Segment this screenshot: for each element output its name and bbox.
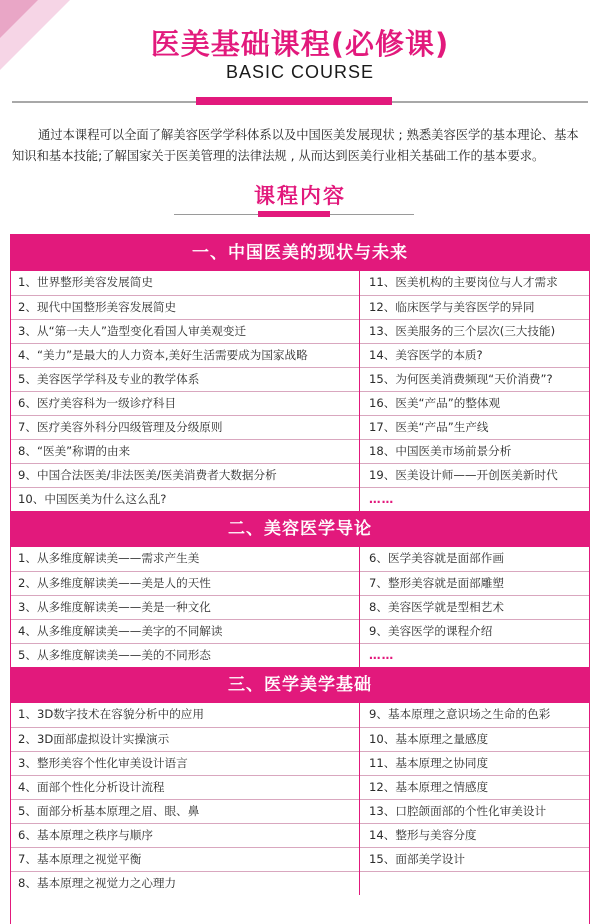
section-header-3: 三、医学美学基础 [11, 667, 589, 703]
course-item-left: 5、面部分析基本原理之眉、眼、鼻 [18, 804, 200, 818]
title-divider-accent [196, 97, 392, 105]
course-item-right: 11、医美机构的主要岗位与人才需求 [369, 275, 558, 289]
table-row [11, 775, 589, 799]
course-item-left: 1、从多维度解读美——需求产生美 [18, 551, 200, 565]
course-item-right: 16、医美“产品”的整体观 [369, 396, 501, 410]
page-subtitle: BASIC COURSE [225, 62, 375, 82]
course-item-right: 9、基本原理之意识场之生命的色彩 [369, 707, 551, 721]
course-item-left: 3、从多维度解读美——美是一种文化 [18, 600, 211, 614]
course-item-right: 15、为何医美消费频现“天价消费”? [369, 372, 553, 386]
section-header-2: 二、美容医学导论 [11, 511, 589, 547]
course-item-left: 8、基本原理之视觉力之心理力 [18, 876, 177, 890]
table-row [11, 643, 589, 667]
course-item-left: 10、中国医美为什么这么乱? [18, 492, 167, 506]
page-title: 医美基础课程(必修课) [150, 27, 450, 61]
table-row [11, 619, 589, 643]
table-row [11, 343, 589, 367]
course-item-left: 7、医疗美容外科分四级管理及分级原则 [18, 420, 223, 434]
course-item-left: 2、从多维度解读美——美是人的天性 [18, 576, 211, 590]
table-row [11, 487, 589, 511]
course-item-right: 17、医美“产品”生产线 [369, 420, 489, 434]
course-item-left: 3、整形美容个性化审美设计语言 [18, 756, 188, 770]
course-item-right: 18、中国医美市场前景分析 [369, 444, 512, 458]
course-item-left: 5、从多维度解读美——美的不同形态 [18, 648, 211, 662]
section-header-1: 一、中国医美的现状与未来 [11, 235, 589, 271]
content-heading: 课程内容 [254, 184, 346, 208]
table-row [11, 439, 589, 463]
course-item-left: 2、现代中国整形美容发展简史 [18, 300, 177, 314]
course-item-right: …… [369, 492, 395, 506]
table-row [11, 847, 589, 871]
course-item-left: 5、美容医学学科及专业的教学体系 [18, 372, 200, 386]
course-item-right: 13、口腔颌面部的个性化审美设计 [369, 804, 547, 818]
course-item-left: 7、基本原理之视觉平衡 [18, 852, 142, 866]
course-item-right: 10、基本原理之量感度 [369, 732, 489, 746]
course-item-right: 13、医美服务的三个层次(三大技能) [369, 324, 556, 338]
course-item-right: 8、美容医学就是型相艺术 [369, 600, 504, 614]
table-row [11, 463, 589, 487]
table-row [11, 727, 589, 751]
table-row [11, 271, 589, 295]
course-item-right [359, 872, 589, 895]
table-row [11, 295, 589, 319]
course-item-right: 12、基本原理之情感度 [369, 780, 489, 794]
table-row [11, 871, 589, 895]
course-item-right: 6、医学美容就是面部作画 [369, 551, 504, 565]
table-row [11, 319, 589, 343]
course-item-left: 6、基本原理之秩序与顺序 [18, 828, 153, 842]
course-item-left: 8、“医美”称谓的由来 [18, 444, 131, 458]
course-item-right: 11、基本原理之协同度 [369, 756, 489, 770]
table-row [11, 595, 589, 619]
table-row [11, 391, 589, 415]
course-item-left: 6、医疗美容科为一级诊疗科目 [18, 396, 177, 410]
section-body-3 [11, 703, 589, 895]
course-item-right: 9、美容医学的课程介绍 [369, 624, 493, 638]
table-row [11, 799, 589, 823]
section-body-2 [11, 547, 589, 667]
course-item-left: 4、从多维度解读美——美字的不同解读 [18, 624, 223, 638]
table-row [11, 751, 589, 775]
course-item-left: 3、从“第一夫人”造型变化看国人审美观变迁 [18, 324, 247, 338]
course-item-left: 2、3D面部虚拟设计实操演示 [18, 732, 170, 746]
course-item-right: 14、美容医学的本质? [369, 348, 483, 362]
section-body-1 [11, 271, 589, 511]
table-row [11, 823, 589, 847]
table-row [11, 547, 589, 571]
course-item-left: 1、世界整形美容发展简史 [18, 275, 153, 289]
course-item-left: 9、中国合法医美/非法医美/医美消费者大数据分析 [18, 468, 277, 482]
course-item-right: 7、整形美容就是面部雕塑 [369, 576, 504, 590]
course-item-left: 4、面部个性化分析设计流程 [18, 780, 165, 794]
table-row [11, 415, 589, 439]
table-row [11, 367, 589, 391]
table-row [11, 571, 589, 595]
course-item-right: …… [369, 648, 395, 662]
course-item-left: 1、3D数字技术在容貌分析中的应用 [18, 707, 204, 721]
course-table [10, 234, 590, 924]
course-item-right: 12、临床医学与美容医学的异同 [369, 300, 535, 314]
course-item-left: 4、“美力”是最大的人力资本,美好生活需要成为国家战略 [18, 348, 308, 362]
table-row [11, 703, 589, 727]
course-item-right: 19、医美设计师——开创医美新时代 [369, 468, 558, 482]
course-item-right: 15、面部美学设计 [369, 852, 465, 866]
content-divider-accent [258, 211, 330, 217]
intro-paragraph: 通过本课程可以全面了解美容医学学科体系以及中国医美发展现状 ; 熟悉美容医学的基本理论、基本知识和基本技能;了解国家关于医美管理的法律法规 , 从而达到医美行业相关基础工作的基本要求。 [12, 128, 579, 163]
course-item-right: 14、整形与美容分度 [369, 828, 477, 842]
